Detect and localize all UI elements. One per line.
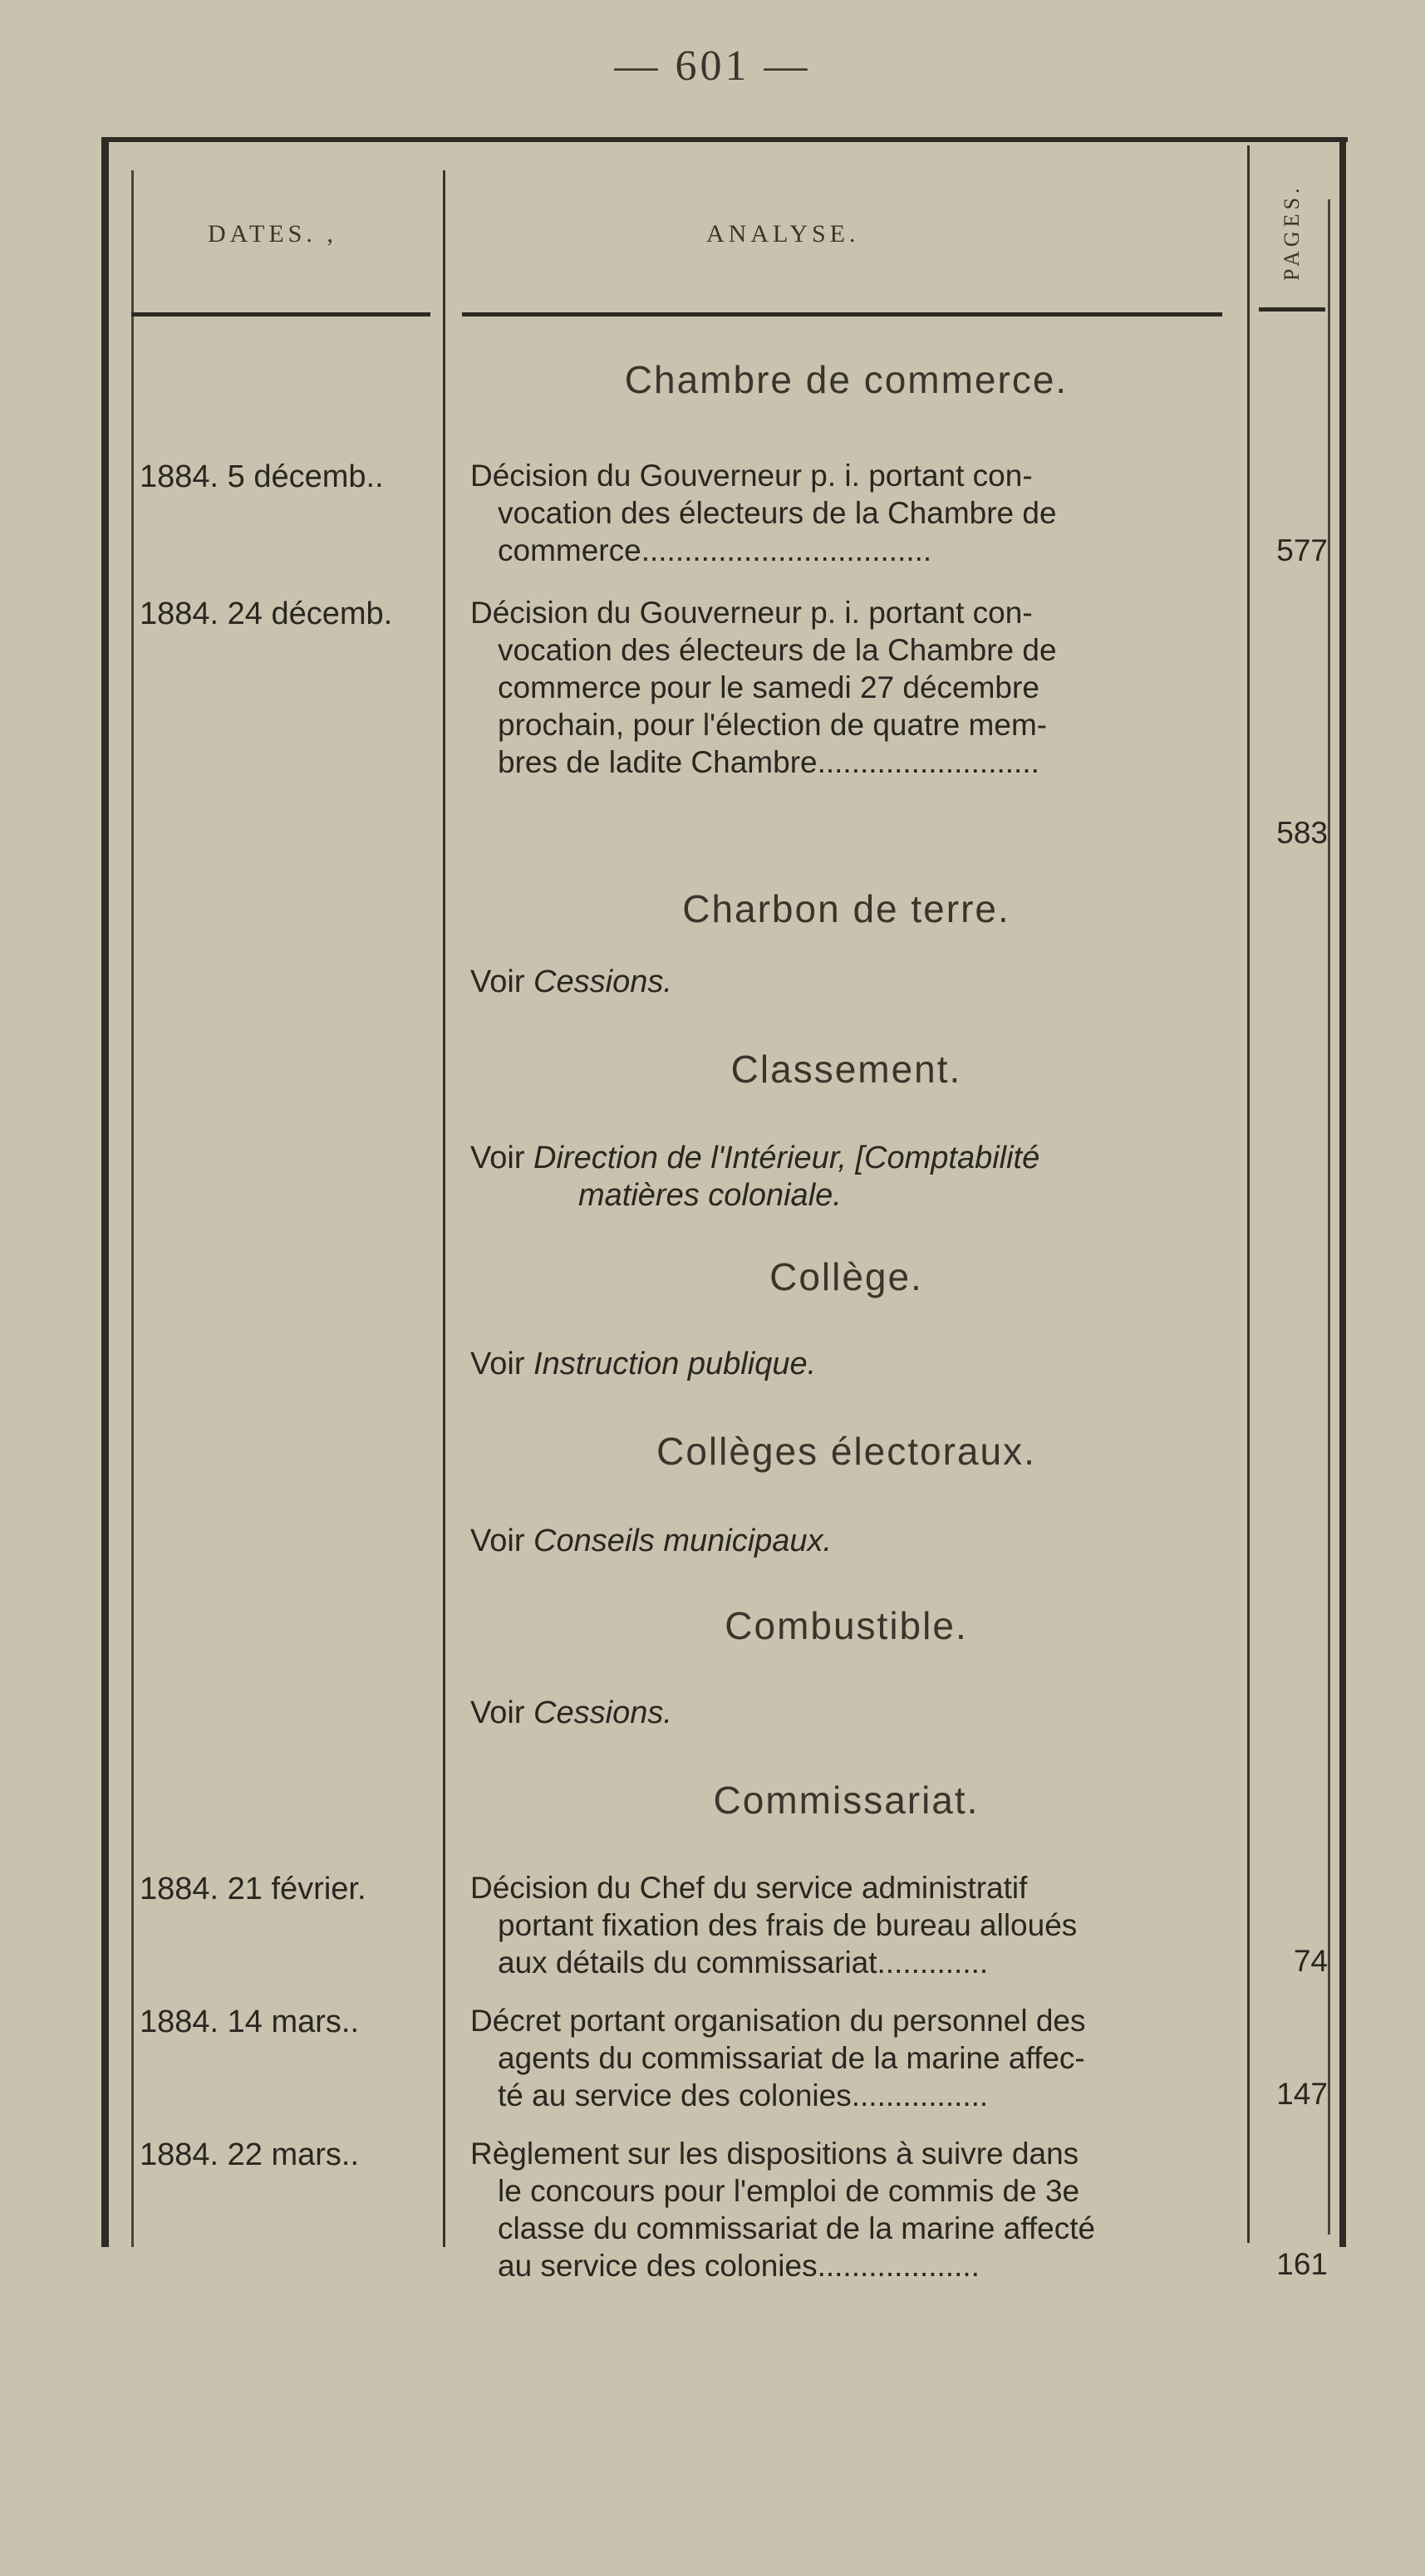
header-pages: PAGES.: [1280, 184, 1304, 282]
section-title: Chambre de commerce.: [624, 358, 1069, 401]
see-label: Voir: [470, 1347, 525, 1381]
entry-line: prochain, pour l'élection de quatre mem-: [498, 708, 1048, 742]
see-also: [470, 1140, 1243, 1214]
entry-line: aux détails du commissariat.............: [498, 1945, 989, 1980]
header-rule-analyse: [462, 312, 1222, 316]
entry-line: classe du commissariat de la marine affecté: [498, 2211, 1096, 2245]
column-separator-pages: [1247, 145, 1250, 2243]
entry-line: portant fixation des frais de bureau alloués: [498, 1908, 1078, 1942]
see-also: [470, 1346, 1243, 1383]
entry-text: [470, 1869, 1243, 1981]
entry-text: [470, 594, 1243, 781]
right-border-rule: [1339, 137, 1346, 2247]
see-also: [470, 1523, 1243, 1560]
page-reference: 161: [1276, 2247, 1328, 2281]
entry-line: bres de ladite Chambre..........................: [498, 745, 1039, 779]
header-rule-dates: [131, 312, 430, 316]
see-label: Voir: [470, 1524, 525, 1558]
header-dates: DATES. ,: [208, 220, 337, 248]
see-label: Voir: [470, 964, 525, 999]
section-title: Combustible.: [725, 1604, 968, 1647]
entry-line: Décision du Gouverneur p. i. portant con-: [470, 596, 1033, 630]
see-also: [470, 964, 1243, 1001]
page-reference: 74: [1293, 1944, 1328, 1978]
entry-line: Décret portant organisation du personnel des: [470, 2004, 1086, 2038]
left-border-rule: [101, 137, 109, 2247]
entry-text: [470, 2135, 1243, 2284]
entry-date: 1884. 5 décemb..: [140, 459, 384, 494]
section-title: Commissariat.: [713, 1779, 980, 1822]
entry-date: 1884. 22 mars..: [140, 2137, 360, 2172]
entry-line: vocation des électeurs de la Chambre de: [498, 496, 1057, 530]
see-reference: Cessions.: [533, 964, 672, 999]
column-separator-dates: [443, 170, 445, 2247]
entry-line: agents du commissariat de la marine affec-: [498, 2041, 1085, 2075]
left-inner-rule: [131, 170, 134, 2247]
entry-text: [470, 2002, 1243, 2114]
see-reference: Direction de l'Intérieur, [Comptabilité: [533, 1141, 1040, 1175]
page-reference: 147: [1276, 2077, 1328, 2111]
entry-line: Décision du Gouverneur p. i. portant con-: [470, 459, 1033, 493]
section-title: Charbon de terre.: [682, 887, 1010, 930]
entry-line: le concours pour l'emploi de commis de 3e: [498, 2174, 1080, 2208]
section-title: Collèges électoraux.: [656, 1430, 1036, 1473]
entry-line: Décision du Chef du service administratif: [470, 1871, 1028, 1905]
entry-date: 1884. 24 décemb.: [140, 596, 393, 631]
entry-line: Règlement sur les dispositions à suivre dans: [470, 2137, 1079, 2171]
see-reference: Instruction publique.: [533, 1347, 817, 1381]
see-label: Voir: [470, 1141, 525, 1175]
see-reference-continued: matières coloniale.: [578, 1178, 842, 1213]
section-title: Classement.: [730, 1048, 962, 1091]
right-inner-rule: [1328, 199, 1330, 2235]
header-rule-pages: [1259, 307, 1325, 312]
entry-line: commerce pour le samedi 27 décembre: [498, 670, 1039, 704]
entry-text: [470, 457, 1243, 569]
section-title: Collège.: [769, 1255, 923, 1298]
entry-line: té au service des colonies................: [498, 2078, 989, 2112]
entry-line: commerce..................................: [498, 533, 932, 567]
entry-date: 1884. 14 mars..: [140, 2004, 360, 2039]
see-reference: Conseils municipaux.: [533, 1524, 833, 1558]
entry-line: au service des colonies...................: [498, 2249, 980, 2283]
see-reference: Cessions.: [533, 1695, 672, 1730]
entry-line: vocation des électeurs de la Chambre de: [498, 633, 1057, 667]
see-also: [470, 1695, 1243, 1732]
page-number: — 601 —: [614, 42, 811, 90]
see-label: Voir: [470, 1695, 525, 1730]
entry-date: 1884. 21 février.: [140, 1872, 366, 1906]
page-reference: 583: [1276, 816, 1328, 850]
header-analyse: ANALYSE.: [706, 220, 860, 248]
page-reference: 577: [1276, 533, 1328, 567]
